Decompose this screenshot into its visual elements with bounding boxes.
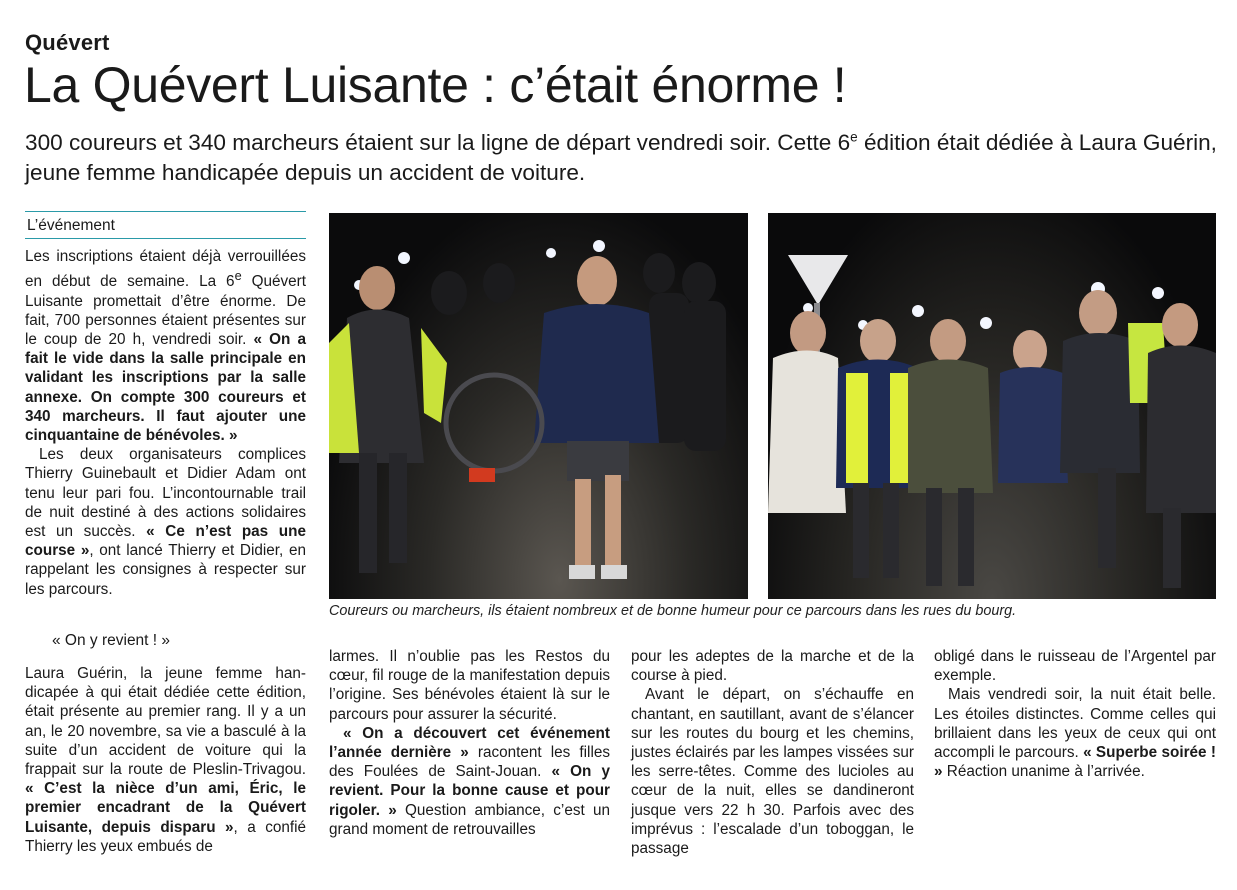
headline: La Quévert Luisante : c’était énorme !: [24, 57, 847, 113]
paragraph-3-end: larmes. Il n’oublie pas les Restos du cœur, fil rouge de la manifestation depuis l’origine. Ses bénévoles étaient là sur le parcours pour assurer la sécurité.: [329, 648, 610, 723]
intertitle: « On y revient ! »: [52, 632, 171, 649]
photo-night-walkers: [768, 213, 1216, 599]
paragraph-5-end: obligé dans le ruisseau de l’Argentel par exemple.: [934, 648, 1216, 685]
paragraph-6: Mais vendredi soir, la nuit était belle. Les étoiles distinctes. Comme celles qui brillaient dans les yeux de ceux qui ont accompli le parcours. « Superbe soirée ! » Réaction unanime à l’arrivée.: [934, 686, 1216, 781]
kicker: Quévert: [25, 30, 110, 55]
column-3: [631, 647, 914, 858]
column-2: [329, 647, 610, 839]
column-4: [934, 647, 1216, 781]
paragraph-1: Les inscriptions étaient déjà verrouillées en début de semaine. La 6e Quévert Luisante promettait d’être énorme. De fait, 700 personnes étaient présentes sur le coup de 20 h, vendredi soir. « On a fait le vide dans la salle principale en validant les inscriptions par la salle annexe. On compte 300 coureurs et 340 marcheurs. Il faut ajouter une cinquantaine de bénévoles. »: [25, 248, 306, 444]
night-walkers-photo-icon: [768, 213, 1216, 599]
paragraph-3-start: Laura Guérin, la jeune femme handicapée à qui était dédiée cette édition, était présente au premier rang. Il y a un an, le 20 novembre, sa vie a basculé à la suite d’un accident de voiture qui la frappait sur la route de Pleslin-Trivagou. « C’est la nièce d’un ami, Éric, le premier encadrant de la Quévert Luisante, depuis disparu », a confié Thierry les yeux embués de: [25, 665, 307, 855]
subhead: 300 coureurs et 340 marcheurs étaient sur la ligne de départ vendredi soir. Cette 6e édition était dédiée à Laura Guérin, jeune femme handicapée depuis un accident de voiture.: [25, 129, 1217, 185]
night-runners-photo-icon: [329, 213, 748, 599]
rubric: L’événement: [25, 211, 306, 239]
photo-night-runners: [329, 213, 748, 599]
paragraph-4-end: pour les adeptes de la marche et de la course à pied.: [631, 648, 914, 685]
column-1-bottom: [25, 664, 306, 856]
column-1-top: [25, 247, 306, 599]
paragraph-4-start: « On a découvert cet événement l’année dernière » racontent les filles des Foulées de Saint-Jouan. « On y revient. Pour la bonne cause et pour rigoler. » Question ambiance, c’est un grand moment de retrouvailles: [329, 724, 610, 838]
paragraph-5-start: Avant le départ, on s’échauffe en chantant, en sautillant, avant de s’élancer sur les routes du bourg et les chemins, justes éclairés par les lampes vissées sur les serre-têtes. Comme des lucioles au cœur de la nuit, elles se dandineront jusque vers 22 h 30. Parfois avec des imprévus : l’escalade d’un toboggan, le passage: [631, 686, 914, 858]
paragraph-2: Les deux organisateurs complices Thierry Guinebault et Didier Adam ont tenu leur pari fou. L’incontournable trail de nuit destiné à des actions solidaires est un succès. « Ce n’est pas une course », ont lancé Thierry et Didier, en rappelant les consignes à respecter sur les parcours.: [25, 446, 306, 598]
photo-caption: Coureurs ou marcheurs, ils étaient nombreux et de bonne humeur pour ce parcours dans les rues du bourg.: [329, 603, 1017, 619]
